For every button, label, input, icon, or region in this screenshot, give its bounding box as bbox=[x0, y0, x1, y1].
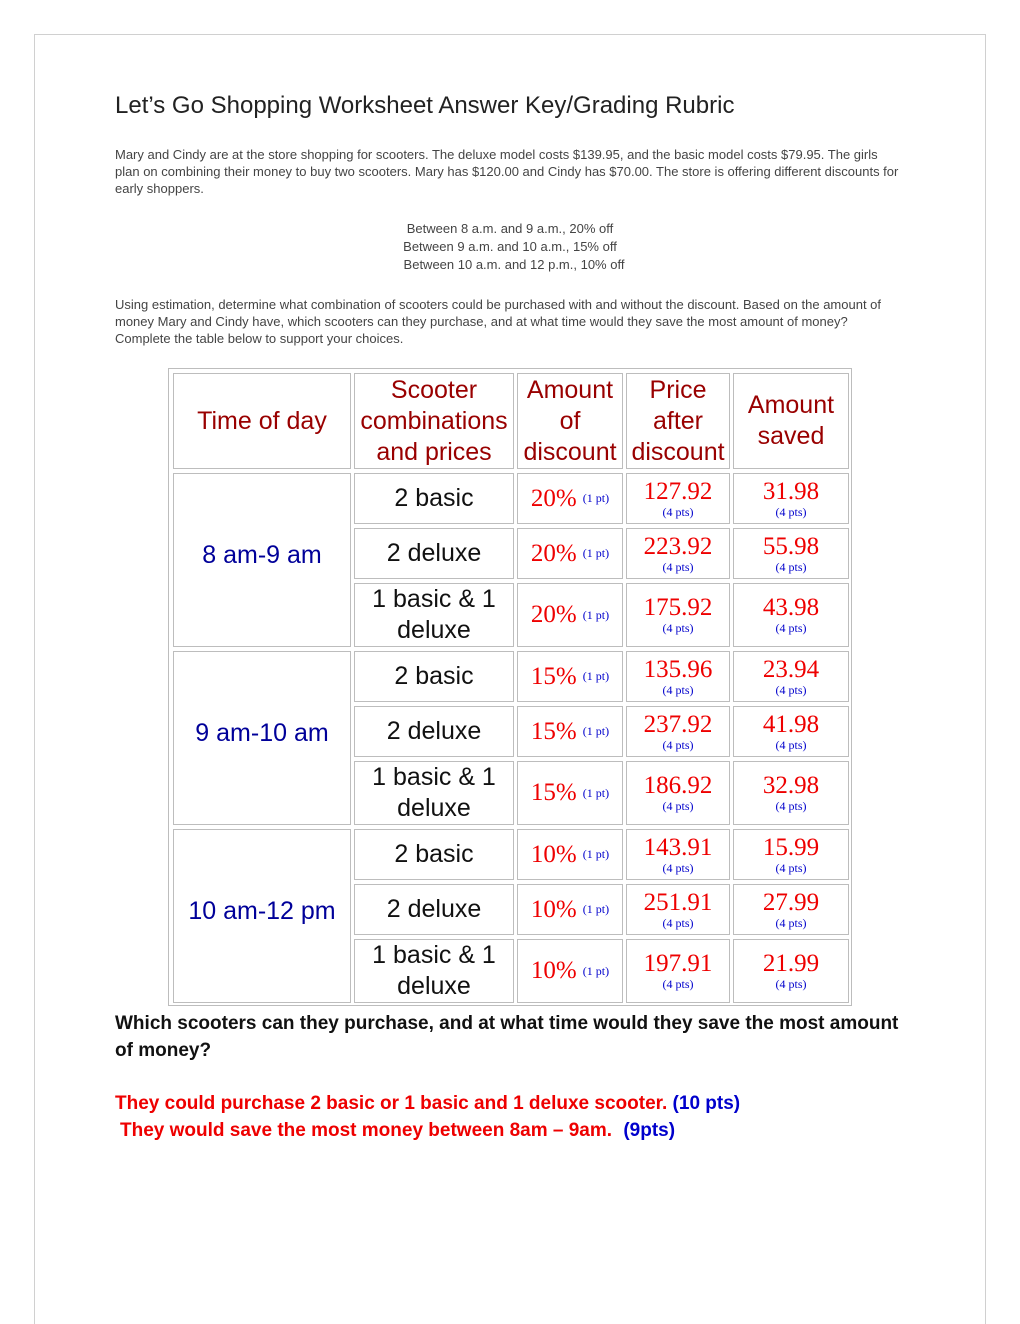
amount-saved-value: 21.99 bbox=[762, 950, 820, 977]
discount-line: Between 9 a.m. and 10 a.m., 15% off bbox=[403, 239, 617, 254]
discount-points: (1 pt) bbox=[582, 491, 610, 505]
price-after-discount-cell bbox=[626, 583, 730, 647]
combination-cell bbox=[354, 761, 514, 825]
time-of-day-label: 10 am-12 pm bbox=[188, 896, 336, 925]
discount-value: 15% bbox=[530, 717, 577, 745]
amount-saved-points: (4 pts) bbox=[775, 621, 807, 635]
header-price-label: Price after discount bbox=[631, 375, 725, 466]
header-time-label: Time of day bbox=[197, 406, 327, 435]
price-after-discount-value: 175.92 bbox=[643, 594, 713, 621]
price-after-discount-points: (4 pts) bbox=[662, 799, 694, 813]
time-of-day-cell bbox=[173, 829, 351, 1003]
header-discount-label: Amount of discount bbox=[523, 375, 617, 466]
header-discount bbox=[517, 373, 623, 469]
price-after-discount-points: (4 pts) bbox=[662, 860, 694, 875]
discount-line: Between 10 a.m. and 12 p.m., 10% off bbox=[403, 257, 625, 272]
discount-cell bbox=[517, 473, 623, 524]
discount-value: 20% bbox=[530, 601, 577, 628]
combination-cell bbox=[354, 651, 514, 702]
discount-points: (1 pt) bbox=[582, 902, 610, 916]
discount-cell bbox=[517, 706, 623, 757]
answer-line-1 bbox=[115, 1090, 915, 1117]
answer-line-1-text: They could purchase 2 basic or 1 basic and 1 deluxe scooter. bbox=[115, 1093, 668, 1114]
time-of-day-label: 8 am-9 am bbox=[202, 540, 322, 569]
combination-cell bbox=[354, 583, 514, 647]
discount-points: (1 pt) bbox=[582, 607, 610, 622]
combination-label: 1 basic & 1 deluxe bbox=[372, 585, 496, 644]
amount-saved-value: 15.99 bbox=[762, 833, 820, 861]
header-combo-label: Scooter combinations and prices bbox=[360, 375, 508, 466]
question-text: Which scooters can they purchase, and at what time would they save the most amount of money? bbox=[115, 1013, 899, 1061]
combination-cell bbox=[354, 884, 514, 935]
combination-cell bbox=[354, 706, 514, 757]
discount-cell bbox=[517, 829, 623, 880]
discount-value: 10% bbox=[530, 895, 577, 923]
discount-points: (1 pt) bbox=[582, 546, 610, 560]
rubric-table bbox=[168, 368, 852, 1006]
time-of-day-cell bbox=[173, 651, 351, 825]
discount-cell bbox=[517, 884, 623, 935]
price-after-discount-cell bbox=[626, 829, 730, 880]
combination-cell bbox=[354, 939, 514, 1003]
amount-saved-points: (4 pts) bbox=[775, 915, 807, 930]
discount-cell bbox=[517, 583, 623, 647]
price-after-discount-points: (4 pts) bbox=[662, 915, 694, 930]
page-title: Let’s Go Shopping Worksheet Answer Key/Grading Rubric bbox=[115, 92, 735, 119]
amount-saved-cell bbox=[733, 884, 849, 935]
price-after-discount-value: 223.92 bbox=[643, 532, 713, 560]
answer-line-2-text: They would save the most money between 8am – 9am. bbox=[120, 1120, 613, 1141]
instructions-paragraph: Using estimation, determine what combination of scooters could be purchased with and without the discount. Based on the amount of money Mary and Cindy have, which scooters can they purchase, and at what time would they save the most amount of money? Complete the table below to support your choices. bbox=[115, 297, 882, 346]
header-time bbox=[173, 373, 351, 469]
combination-label: 2 basic bbox=[394, 840, 474, 868]
discount-cell bbox=[517, 651, 623, 702]
price-after-discount-value: 127.92 bbox=[643, 477, 713, 505]
discount-list bbox=[300, 220, 720, 274]
price-after-discount-cell bbox=[626, 528, 730, 579]
amount-saved-value: 55.98 bbox=[762, 532, 820, 560]
price-after-discount-value: 251.91 bbox=[643, 888, 713, 916]
amount-saved-points: (4 pts) bbox=[775, 682, 807, 697]
price-after-discount-value: 135.96 bbox=[643, 655, 713, 683]
amount-saved-points: (4 pts) bbox=[775, 504, 807, 519]
price-after-discount-points: (4 pts) bbox=[662, 737, 694, 752]
amount-saved-value: 32.98 bbox=[762, 772, 820, 799]
intro-paragraph: Mary and Cindy are at the store shopping for scooters. The deluxe model costs $139.95, and the basic model costs $79.95. The girls plan on combining their money to buy two scooters. Mary has $120.00 and Cindy has $70.00. The store is offering different discounts for early shoppers. bbox=[115, 147, 899, 196]
amount-saved-value: 41.98 bbox=[762, 710, 820, 738]
combination-cell bbox=[354, 473, 514, 524]
discount-points: (1 pt) bbox=[582, 724, 610, 738]
discount-value: 15% bbox=[530, 779, 577, 806]
amount-saved-cell bbox=[733, 761, 849, 825]
header-saved bbox=[733, 373, 849, 469]
price-after-discount-points: (4 pts) bbox=[662, 559, 694, 574]
discount-value: 10% bbox=[530, 840, 577, 868]
amount-saved-cell bbox=[733, 939, 849, 1003]
amount-saved-points: (4 pts) bbox=[775, 977, 807, 991]
discount-value: 20% bbox=[530, 539, 577, 567]
combination-label: 2 deluxe bbox=[386, 717, 482, 745]
discount-points: (1 pt) bbox=[582, 669, 610, 683]
amount-saved-cell bbox=[733, 706, 849, 757]
price-after-discount-points: (4 pts) bbox=[662, 504, 694, 519]
discount-value: 15% bbox=[530, 662, 577, 690]
header-price bbox=[626, 373, 730, 469]
combination-label: 1 basic & 1 deluxe bbox=[372, 941, 496, 1000]
amount-saved-points: (4 pts) bbox=[775, 737, 807, 752]
combination-cell bbox=[354, 528, 514, 579]
amount-saved-cell bbox=[733, 583, 849, 647]
combination-label: 1 basic & 1 deluxe bbox=[372, 763, 496, 822]
price-after-discount-value: 143.91 bbox=[643, 833, 713, 861]
price-after-discount-cell bbox=[626, 761, 730, 825]
discount-cell bbox=[517, 939, 623, 1003]
price-after-discount-points: (4 pts) bbox=[662, 977, 694, 991]
amount-saved-value: 43.98 bbox=[762, 594, 820, 621]
combination-label: 2 deluxe bbox=[386, 539, 482, 567]
amount-saved-value: 27.99 bbox=[762, 888, 820, 916]
amount-saved-cell bbox=[733, 651, 849, 702]
combination-label: 2 basic bbox=[394, 484, 474, 512]
discount-cell bbox=[517, 761, 623, 825]
price-after-discount-cell bbox=[626, 939, 730, 1003]
price-after-discount-cell bbox=[626, 884, 730, 935]
amount-saved-cell bbox=[733, 829, 849, 880]
discount-points: (1 pt) bbox=[582, 847, 610, 861]
header-saved-label: Amount saved bbox=[747, 391, 835, 450]
discount-points: (1 pt) bbox=[582, 963, 610, 978]
price-after-discount-value: 186.92 bbox=[643, 772, 713, 799]
discount-line: Between 8 a.m. and 9 a.m., 20% off bbox=[406, 221, 614, 236]
price-after-discount-cell bbox=[626, 473, 730, 524]
answer-line-2-points: (9pts) bbox=[623, 1120, 676, 1141]
amount-saved-points: (4 pts) bbox=[775, 799, 807, 813]
combination-label: 2 deluxe bbox=[386, 895, 482, 923]
answer-line-2 bbox=[120, 1117, 920, 1144]
price-after-discount-value: 237.92 bbox=[643, 710, 713, 738]
amount-saved-points: (4 pts) bbox=[775, 860, 807, 875]
discount-cell bbox=[517, 528, 623, 579]
discount-points: (1 pt) bbox=[582, 785, 610, 800]
answer-line-1-points: (10 pts) bbox=[672, 1093, 741, 1114]
price-after-discount-cell bbox=[626, 706, 730, 757]
time-of-day-cell bbox=[173, 473, 351, 647]
price-after-discount-points: (4 pts) bbox=[662, 621, 694, 635]
amount-saved-value: 31.98 bbox=[762, 477, 820, 505]
header-combo bbox=[354, 373, 514, 469]
discount-value: 10% bbox=[530, 957, 577, 984]
amount-saved-cell bbox=[733, 528, 849, 579]
price-after-discount-cell bbox=[626, 651, 730, 702]
amount-saved-points: (4 pts) bbox=[775, 559, 807, 574]
time-of-day-label: 9 am-10 am bbox=[195, 718, 329, 747]
amount-saved-cell bbox=[733, 473, 849, 524]
price-after-discount-points: (4 pts) bbox=[662, 682, 694, 697]
price-after-discount-value: 197.91 bbox=[643, 950, 713, 977]
combination-cell bbox=[354, 829, 514, 880]
discount-value: 20% bbox=[530, 484, 577, 512]
amount-saved-value: 23.94 bbox=[762, 655, 820, 683]
combination-label: 2 basic bbox=[394, 662, 474, 690]
